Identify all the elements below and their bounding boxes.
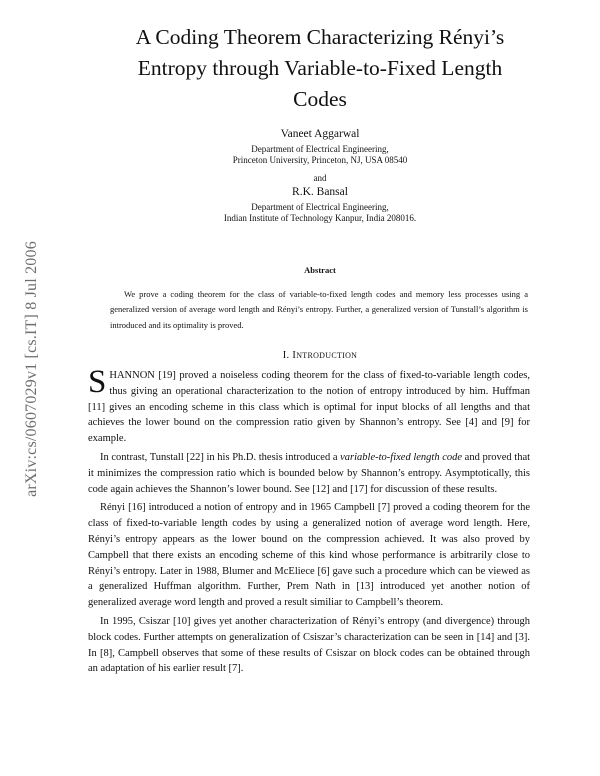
abstract-text: We prove a coding theorem for the class of variable-to-fixed length codes and memory less processes using a generalized version of average word length and Rényi’s entropy. Further, a generalized version of Tunstall’s algorithm is introduced and its optimality is proved. <box>110 289 528 330</box>
affiliation-line: Princeton University, Princeton, NJ, USA 08540 <box>232 155 408 165</box>
affiliation-line: Department of Electrical Engineering, <box>251 144 389 154</box>
author-name: R.K. Bansal <box>292 186 348 198</box>
paragraph <box>88 450 530 497</box>
author-affiliation <box>60 202 580 224</box>
emphasized-term: variable-to-fixed length code <box>340 451 463 463</box>
arxiv-identifier: arXiv:cs/0607029v1 [cs.IT] 8 Jul 2006 <box>23 241 40 497</box>
paragraph-text: In contrast, Tunstall [22] in his Ph.D. thesis introduced a <box>100 451 341 463</box>
paragraph <box>88 364 530 447</box>
paragraph-text: and proved that it minimizes the compression ratio which is bounded below by Shannon’s entropy. Asymptotically, this code again achieves the Shannon’s lower bound. See [12] and [17] for discussion of these results. <box>88 451 531 495</box>
paragraph-text: HANNON [19] proved a noiseless coding theorem for the class of fixed-to-variable length codes, thus giving an operational characterization to the notion of entropy introduced by him. Huffman [11] gives an encoding scheme in this class which is optimal for input blocks of all lengths and that achieves the lower bound on the compression ratio given by Shannon’s entropy. See [4] and [9] for example. <box>88 370 530 445</box>
section-heading <box>60 350 580 361</box>
title-line: Entropy through Variable-to-Fixed Length <box>137 56 503 80</box>
section-number: I. <box>282 350 290 361</box>
paragraph: In 1995, Csiszar [10] gives yet another characterization of Rényi’s entropy (and divergence) through block codes. Further attempts on generalization of Csiszar’s characterization can be seen in [14] and [3]. In [8], Campbell observes that some of these results of Csiszar on block codes can be obtained through an adaptation of his earlier result [7]. <box>88 615 530 675</box>
abstract-heading: Abstract <box>304 265 336 275</box>
author-block-2 <box>60 186 580 224</box>
author-name: Vaneet Aggarwal <box>280 128 360 140</box>
paragraph: Rényi [16] introduced a notion of entropy and in 1965 Campbell [7] proved a coding theorem for the class of fixed-to-variable length codes by using a generalized notion of average word length. Here, Rényi’s entropy appears as the lower bound on the compression achieved. It was also proved by Campbell that there exists an encoding scheme of this kind whose performance is arbitrarily close to Rényi’s entropy. Later in 1988, Blumer and McEliece [6] gave such a procedure which can be viewed as a generalized Huffman algorithm. Further, Prem Nath in [13] introduced yet another notion of generalized average word length and proved a result similiar to Campbell’s theorem. <box>88 502 530 609</box>
author-block-1 <box>60 128 580 166</box>
section-title: INTRODUCTION <box>292 350 358 361</box>
title-line: Codes <box>293 87 347 111</box>
author-affiliation <box>60 144 580 166</box>
affiliation-line: Indian Institute of Technology Kanpur, India 208016. <box>223 213 417 223</box>
drop-cap: S <box>88 364 107 400</box>
paper-title <box>60 22 580 115</box>
title-line: A Coding Theorem Characterizing Rényi’s <box>135 25 505 49</box>
affiliation-line: Department of Electrical Engineering, <box>251 202 389 212</box>
author-separator: and <box>313 173 327 183</box>
section-body <box>88 364 531 680</box>
